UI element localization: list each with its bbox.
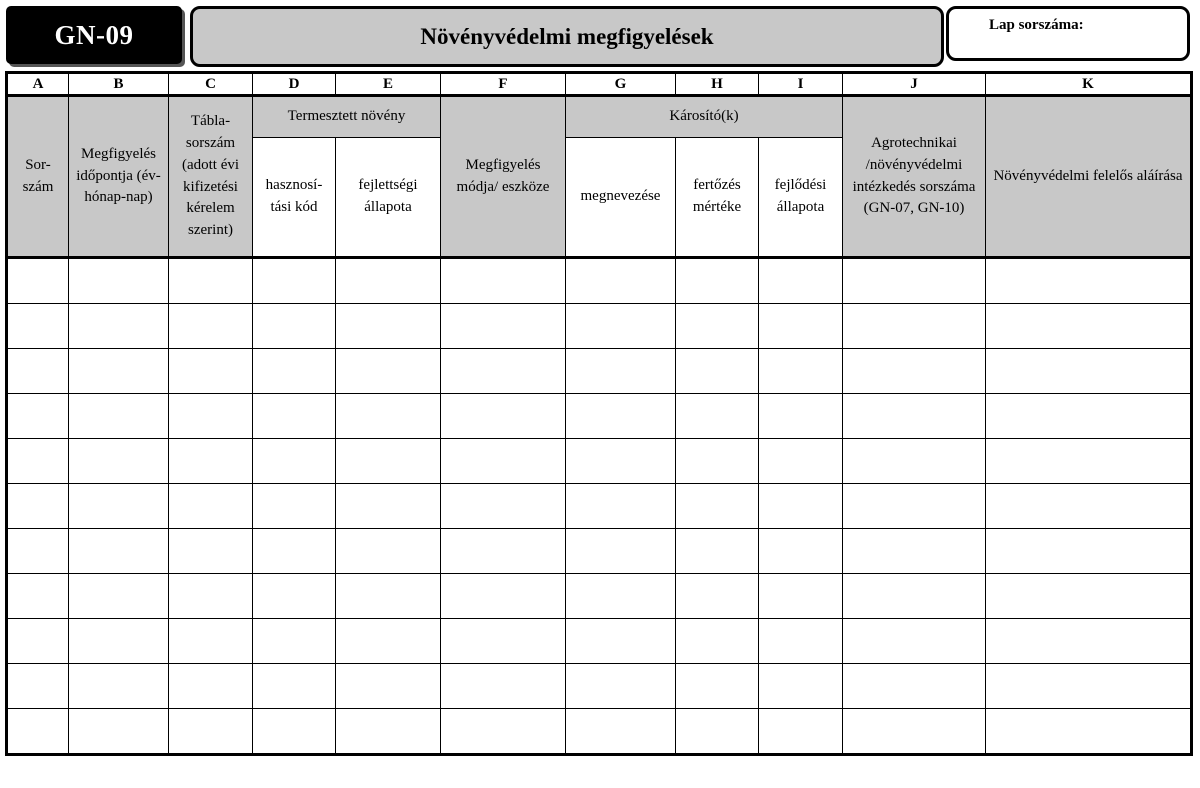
entry-cell[interactable] — [169, 258, 253, 304]
entry-cell[interactable] — [253, 394, 336, 439]
entry-cell[interactable] — [336, 574, 441, 619]
entry-cell[interactable] — [69, 619, 169, 664]
entry-cell[interactable] — [441, 574, 566, 619]
entry-cell[interactable] — [676, 529, 759, 574]
entry-cell[interactable] — [253, 664, 336, 709]
entry-cell[interactable] — [169, 529, 253, 574]
sheet-number-field[interactable] — [946, 6, 1190, 61]
observation-table — [5, 71, 1193, 756]
header-cultivated-crop: Termesztett növény — [253, 96, 441, 138]
column-letter: K — [986, 73, 1192, 96]
entry-cell[interactable] — [7, 709, 69, 755]
entry-cell[interactable] — [253, 258, 336, 304]
entry-cell[interactable] — [253, 439, 336, 484]
entry-cell[interactable] — [336, 619, 441, 664]
entry-cell[interactable] — [169, 664, 253, 709]
entry-cell[interactable] — [843, 574, 986, 619]
entry-cell[interactable] — [566, 709, 676, 755]
entry-cell[interactable] — [843, 709, 986, 755]
column-letter: J — [843, 73, 986, 96]
entry-cell[interactable] — [843, 484, 986, 529]
entry-cell[interactable] — [759, 258, 843, 304]
entry-cell[interactable] — [169, 349, 253, 394]
column-letter: A — [7, 73, 69, 96]
entry-cell[interactable] — [69, 484, 169, 529]
entry-cell[interactable] — [566, 258, 676, 304]
table-row — [7, 394, 1192, 439]
entry-cell[interactable] — [566, 619, 676, 664]
table-row — [7, 349, 1192, 394]
header-pest-development-stage: fejlődési állapota — [759, 138, 843, 258]
entry-cell[interactable] — [759, 484, 843, 529]
entry-cell[interactable] — [676, 304, 759, 349]
entry-cell[interactable] — [986, 349, 1192, 394]
column-letter: B — [69, 73, 169, 96]
entry-cell[interactable] — [253, 619, 336, 664]
entry-cell[interactable] — [986, 304, 1192, 349]
entry-cell[interactable] — [69, 529, 169, 574]
entry-cell[interactable] — [843, 258, 986, 304]
entry-cell[interactable] — [69, 349, 169, 394]
entry-cell[interactable] — [566, 664, 676, 709]
entry-cell[interactable] — [7, 258, 69, 304]
entry-cell[interactable] — [566, 484, 676, 529]
entry-cell[interactable] — [169, 574, 253, 619]
entry-cell[interactable] — [676, 439, 759, 484]
entry-cell[interactable] — [336, 394, 441, 439]
entry-cell[interactable] — [986, 258, 1192, 304]
entry-cell[interactable] — [336, 484, 441, 529]
header-pests: Károsító(k) — [566, 96, 843, 138]
table-row — [7, 484, 1192, 529]
entry-cell[interactable] — [441, 709, 566, 755]
header-crop-development-stage: fejlettségi állapota — [336, 138, 441, 258]
column-letter: C — [169, 73, 253, 96]
entry-cell[interactable] — [986, 709, 1192, 755]
entry-cell[interactable] — [441, 394, 566, 439]
entry-cell[interactable] — [336, 664, 441, 709]
column-letter-row — [7, 73, 1192, 96]
entry-cell[interactable] — [441, 484, 566, 529]
entry-rows — [7, 258, 1192, 755]
entry-cell[interactable] — [676, 619, 759, 664]
entry-cell[interactable] — [441, 529, 566, 574]
table-row — [7, 619, 1192, 664]
entry-cell[interactable] — [759, 574, 843, 619]
entry-cell[interactable] — [69, 304, 169, 349]
entry-cell[interactable] — [441, 349, 566, 394]
header-observation-date: Megfigyelés időpontja (év-hónap-nap) — [69, 96, 169, 258]
entry-cell[interactable] — [676, 709, 759, 755]
column-letter: D — [253, 73, 336, 96]
entry-cell[interactable] — [843, 439, 986, 484]
entry-cell[interactable] — [676, 574, 759, 619]
entry-cell[interactable] — [169, 709, 253, 755]
entry-cell[interactable] — [843, 619, 986, 664]
column-letter: H — [676, 73, 759, 96]
entry-cell[interactable] — [676, 664, 759, 709]
entry-cell[interactable] — [566, 349, 676, 394]
entry-cell[interactable] — [986, 529, 1192, 574]
entry-cell[interactable] — [7, 664, 69, 709]
entry-cell[interactable] — [759, 349, 843, 394]
table-row — [7, 574, 1192, 619]
entry-cell[interactable] — [566, 439, 676, 484]
table-row — [7, 304, 1192, 349]
table-row — [7, 529, 1192, 574]
entry-cell[interactable] — [7, 619, 69, 664]
column-letter: G — [566, 73, 676, 96]
entry-cell[interactable] — [986, 574, 1192, 619]
entry-cell[interactable] — [759, 304, 843, 349]
header-observation-method: Megfigyelés módja/ eszköze — [441, 96, 566, 258]
entry-cell[interactable] — [759, 394, 843, 439]
entry-cell[interactable] — [986, 619, 1192, 664]
table-row — [7, 439, 1192, 484]
entry-cell[interactable] — [336, 349, 441, 394]
column-letter: I — [759, 73, 843, 96]
entry-cell[interactable] — [441, 619, 566, 664]
entry-cell[interactable] — [253, 349, 336, 394]
entry-cell[interactable] — [69, 664, 169, 709]
column-letter: F — [441, 73, 566, 96]
entry-cell[interactable] — [986, 664, 1192, 709]
header-serial-number: Sor- szám — [7, 96, 69, 258]
header-responsible-signature: Növényvédelmi felelős aláírása — [986, 96, 1192, 258]
entry-cell[interactable] — [566, 529, 676, 574]
entry-cell[interactable] — [441, 304, 566, 349]
column-letter: E — [336, 73, 441, 96]
entry-cell[interactable] — [676, 394, 759, 439]
entry-cell[interactable] — [169, 619, 253, 664]
entry-cell[interactable] — [169, 394, 253, 439]
entry-cell[interactable] — [169, 484, 253, 529]
header-intervention-number: Agrotechnikai /növényvédelmi intézkedés sorszáma (GN-07, GN-10) — [843, 96, 986, 258]
entry-cell[interactable] — [169, 439, 253, 484]
entry-cell[interactable] — [843, 664, 986, 709]
entry-cell[interactable] — [986, 484, 1192, 529]
entry-cell[interactable] — [676, 258, 759, 304]
header-row-1 — [7, 96, 1192, 138]
entry-cell[interactable] — [566, 574, 676, 619]
header-infection-level: fertőzés mértéke — [676, 138, 759, 258]
entry-cell[interactable] — [69, 258, 169, 304]
entry-cell[interactable] — [169, 304, 253, 349]
header-field-number: Tábla-sorszám (adott évi kifizetési kérelem szerint) — [169, 96, 253, 258]
entry-cell[interactable] — [566, 304, 676, 349]
entry-cell[interactable] — [759, 664, 843, 709]
entry-cell[interactable] — [336, 709, 441, 755]
entry-cell[interactable] — [69, 574, 169, 619]
entry-cell[interactable] — [843, 304, 986, 349]
entry-cell[interactable] — [986, 439, 1192, 484]
header-usage-code: hasznosí- tási kód — [253, 138, 336, 258]
entry-cell[interactable] — [7, 304, 69, 349]
entry-cell[interactable] — [69, 709, 169, 755]
form-title: Növényvédelmi megfigyelések — [190, 6, 944, 67]
table-row — [7, 709, 1192, 755]
entry-cell[interactable] — [253, 529, 336, 574]
entry-cell[interactable] — [336, 304, 441, 349]
entry-cell[interactable] — [843, 529, 986, 574]
table-row — [7, 258, 1192, 304]
entry-cell[interactable] — [843, 349, 986, 394]
entry-cell[interactable] — [676, 349, 759, 394]
entry-cell[interactable] — [986, 394, 1192, 439]
entry-cell[interactable] — [441, 258, 566, 304]
entry-cell[interactable] — [336, 258, 441, 304]
entry-cell[interactable] — [759, 619, 843, 664]
header-pest-name: megnevezése — [566, 138, 676, 258]
sheet-number-label: Lap sorszáma: — [989, 17, 1084, 33]
entry-cell[interactable] — [676, 484, 759, 529]
entry-cell[interactable] — [7, 529, 69, 574]
entry-cell[interactable] — [759, 529, 843, 574]
entry-cell[interactable] — [7, 574, 69, 619]
entry-cell[interactable] — [7, 484, 69, 529]
entry-cell[interactable] — [7, 439, 69, 484]
entry-cell[interactable] — [759, 439, 843, 484]
entry-cell[interactable] — [566, 394, 676, 439]
entry-cell[interactable] — [843, 394, 986, 439]
entry-cell[interactable] — [253, 709, 336, 755]
entry-cell[interactable] — [253, 484, 336, 529]
table-row — [7, 664, 1192, 709]
entry-cell[interactable] — [253, 574, 336, 619]
entry-cell[interactable] — [69, 394, 169, 439]
entry-cell[interactable] — [441, 439, 566, 484]
entry-cell[interactable] — [7, 394, 69, 439]
entry-cell[interactable] — [253, 304, 336, 349]
entry-cell[interactable] — [441, 664, 566, 709]
entry-cell[interactable] — [759, 709, 843, 755]
entry-cell[interactable] — [69, 439, 169, 484]
entry-cell[interactable] — [7, 349, 69, 394]
entry-cell[interactable] — [336, 439, 441, 484]
entry-cell[interactable] — [336, 529, 441, 574]
form-code: GN-09 — [6, 6, 182, 64]
